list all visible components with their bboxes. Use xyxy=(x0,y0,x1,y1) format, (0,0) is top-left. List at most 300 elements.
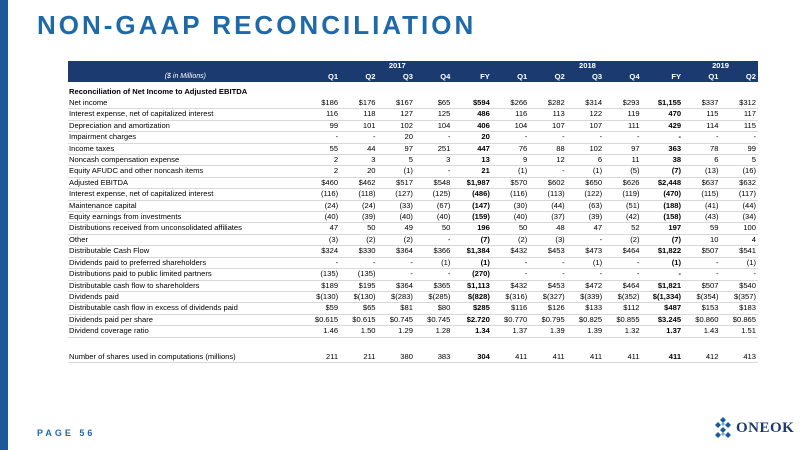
table-cell: (2) xyxy=(378,234,415,245)
table-row xyxy=(68,200,758,211)
table-cell: 5 xyxy=(720,155,758,166)
table-cell: $0.745 xyxy=(378,314,415,325)
table-cell: 117 xyxy=(720,109,758,120)
table-cell: $462 xyxy=(340,177,377,188)
table-cell: $594 xyxy=(452,98,491,109)
table-cell: (37) xyxy=(529,212,566,223)
table-cell: 411 xyxy=(604,352,641,363)
table-cell: - xyxy=(303,132,340,143)
table-cell: (44) xyxy=(529,200,566,211)
table-cell: 1.28 xyxy=(415,326,452,337)
table-cell: $0.745 xyxy=(415,314,452,325)
table-cell: $189 xyxy=(303,280,340,291)
table-cell: $1,155 xyxy=(642,98,684,109)
table-cell: (135) xyxy=(340,269,377,280)
table-row xyxy=(68,109,758,120)
table-cell: $1,113 xyxy=(452,280,491,291)
table-row xyxy=(68,155,758,166)
table-cell: (40) xyxy=(415,212,452,223)
table-cell: 6 xyxy=(683,155,720,166)
table-cell: 197 xyxy=(642,223,684,234)
row-label: Income taxes xyxy=(68,143,303,154)
table-cell: 380 xyxy=(378,352,415,363)
table-cell: 486 xyxy=(452,109,491,120)
table-cell: $176 xyxy=(340,98,377,109)
table-cell: - xyxy=(303,257,340,268)
table-cell: 122 xyxy=(567,109,604,120)
table-cell: $2.720 xyxy=(452,314,491,325)
table-cell: (7) xyxy=(642,234,684,245)
table-row xyxy=(68,166,758,177)
table-cell: 1.32 xyxy=(604,326,641,337)
table-cell: $1,987 xyxy=(452,177,491,188)
table-cell: 20 xyxy=(378,132,415,143)
row-label: Net income xyxy=(68,98,303,109)
row-label: Other xyxy=(68,234,303,245)
table-cell: (2) xyxy=(340,234,377,245)
table-cell: - xyxy=(683,257,720,268)
table-cell: 1.37 xyxy=(642,326,684,337)
row-label: Noncash compensation expense xyxy=(68,155,303,166)
table-cell: 76 xyxy=(492,143,529,154)
table-cell: - xyxy=(340,257,377,268)
table-cell: - xyxy=(604,269,641,280)
oneok-logo-mark-icon xyxy=(713,416,733,440)
table-cell: $650 xyxy=(567,177,604,188)
table-cell: $432 xyxy=(492,280,529,291)
table-cell: (51) xyxy=(604,200,641,211)
table-cell: (135) xyxy=(303,269,340,280)
table-row xyxy=(68,291,758,302)
row-label: Distributable Cash Flow xyxy=(68,246,303,257)
table-cell: $293 xyxy=(604,98,641,109)
table-cell: 20 xyxy=(340,166,377,177)
col-header: Q2 xyxy=(340,71,377,82)
row-label: Depreciation and amortization xyxy=(68,120,303,131)
table-cell: (116) xyxy=(492,189,529,200)
table-cell: (39) xyxy=(340,212,377,223)
table-cell: 383 xyxy=(415,352,452,363)
table-cell: (127) xyxy=(378,189,415,200)
table-cell: $487 xyxy=(642,303,684,314)
table-cell: - xyxy=(415,234,452,245)
table-cell: - xyxy=(415,132,452,143)
table-cell: $366 xyxy=(415,246,452,257)
table-cell: $(339) xyxy=(567,291,604,302)
table-cell: $0.615 xyxy=(303,314,340,325)
table-cell: $282 xyxy=(529,98,566,109)
table-cell: 38 xyxy=(642,155,684,166)
table-cell: $3.245 xyxy=(642,314,684,325)
table-cell: $364 xyxy=(378,246,415,257)
table-cell: 1.39 xyxy=(567,326,604,337)
table-cell: $0.855 xyxy=(604,314,641,325)
table-cell: $453 xyxy=(529,246,566,257)
table-cell: (1) xyxy=(378,166,415,177)
table-cell: $365 xyxy=(415,280,452,291)
table-cell: 3 xyxy=(415,155,452,166)
table-cell: $0.770 xyxy=(492,314,529,325)
table-cell: 412 xyxy=(683,352,720,363)
table-cell: (41) xyxy=(683,200,720,211)
table-cell: $153 xyxy=(683,303,720,314)
table-cell: - xyxy=(720,269,758,280)
table-row xyxy=(68,246,758,257)
table-cell: (113) xyxy=(529,189,566,200)
table-cell: (40) xyxy=(378,212,415,223)
table-cell: 21 xyxy=(452,166,491,177)
table-cell: $337 xyxy=(683,98,720,109)
table-cell: $1,821 xyxy=(642,280,684,291)
table-cell: $364 xyxy=(378,280,415,291)
table-cell: $186 xyxy=(303,98,340,109)
table-cell: - xyxy=(642,132,684,143)
table-cell: 12 xyxy=(529,155,566,166)
year-2019: 2019 xyxy=(683,61,758,71)
table-cell: - xyxy=(604,257,641,268)
table-cell: 104 xyxy=(492,120,529,131)
col-header: Q1 xyxy=(683,71,720,82)
table-cell: - xyxy=(378,269,415,280)
year-header-row xyxy=(68,61,758,71)
table-cell: (486) xyxy=(452,189,491,200)
table-cell: 1.34 xyxy=(452,326,491,337)
table-cell: $0.860 xyxy=(683,314,720,325)
table-cell: 97 xyxy=(604,143,641,154)
table-cell: 116 xyxy=(303,109,340,120)
table-cell: $330 xyxy=(340,246,377,257)
table-cell: $(130) xyxy=(303,291,340,302)
table-cell: 50 xyxy=(340,223,377,234)
table-cell: 363 xyxy=(642,143,684,154)
table-cell: $285 xyxy=(452,303,491,314)
unit-label: ($ in Millions) xyxy=(68,71,303,82)
table-cell: 107 xyxy=(567,120,604,131)
row-label: Dividend coverage ratio xyxy=(68,326,303,337)
table-cell: - xyxy=(529,166,566,177)
table-cell: $540 xyxy=(720,280,758,291)
table-cell: 1.51 xyxy=(720,326,758,337)
table-cell: 196 xyxy=(452,223,491,234)
table-cell: $570 xyxy=(492,177,529,188)
reconciliation-table-container xyxy=(68,61,758,363)
table-cell: $116 xyxy=(492,303,529,314)
table-cell: $59 xyxy=(303,303,340,314)
table-cell: (40) xyxy=(303,212,340,223)
reconciliation-table xyxy=(68,61,758,363)
table-cell: 2 xyxy=(303,166,340,177)
table-cell: 50 xyxy=(415,223,452,234)
table-cell: $460 xyxy=(303,177,340,188)
table-cell: $464 xyxy=(604,246,641,257)
section-title-row xyxy=(68,82,758,98)
table-cell: - xyxy=(415,269,452,280)
table-cell: (44) xyxy=(720,200,758,211)
table-cell: 3 xyxy=(340,155,377,166)
table-cell: $517 xyxy=(378,177,415,188)
table-cell: 118 xyxy=(340,109,377,120)
table-cell: (16) xyxy=(720,166,758,177)
table-cell: $473 xyxy=(567,246,604,257)
table-row xyxy=(68,132,758,143)
table-cell: - xyxy=(415,166,452,177)
table-cell: 50 xyxy=(492,223,529,234)
table-cell: 20 xyxy=(452,132,491,143)
table-cell: $80 xyxy=(415,303,452,314)
table-cell: (118) xyxy=(340,189,377,200)
table-cell: 97 xyxy=(378,143,415,154)
table-cell: 411 xyxy=(642,352,684,363)
table-cell: - xyxy=(567,269,604,280)
table-cell: (1) xyxy=(567,166,604,177)
table-cell: - xyxy=(567,132,604,143)
table-cell: 2 xyxy=(303,155,340,166)
table-cell: (24) xyxy=(340,200,377,211)
table-cell: (33) xyxy=(378,200,415,211)
table-cell: (116) xyxy=(303,189,340,200)
table-cell: 47 xyxy=(567,223,604,234)
table-cell: $(283) xyxy=(378,291,415,302)
table-cell: 52 xyxy=(604,223,641,234)
table-cell: - xyxy=(492,132,529,143)
table-row xyxy=(68,120,758,131)
table-cell: $(285) xyxy=(415,291,452,302)
table-cell: 6 xyxy=(567,155,604,166)
table-cell: (34) xyxy=(720,212,758,223)
table-cell: $472 xyxy=(567,280,604,291)
table-row xyxy=(68,352,758,363)
table-cell: 413 xyxy=(720,352,758,363)
table-cell: (470) xyxy=(642,189,684,200)
table-cell: (1) xyxy=(642,257,684,268)
table-cell: $507 xyxy=(683,246,720,257)
table-cell: - xyxy=(683,132,720,143)
table-cell: (13) xyxy=(683,166,720,177)
col-header: FY xyxy=(452,71,491,82)
spacer-row xyxy=(68,337,758,352)
row-label: Distributions received from unconsolidated affiliates xyxy=(68,223,303,234)
table-cell: (147) xyxy=(452,200,491,211)
table-cell: 78 xyxy=(683,143,720,154)
table-cell: 99 xyxy=(303,120,340,131)
table-cell: (188) xyxy=(642,200,684,211)
left-accent-bar xyxy=(0,0,8,450)
table-cell: - xyxy=(492,269,529,280)
table-cell: 211 xyxy=(340,352,377,363)
col-header: Q4 xyxy=(415,71,452,82)
col-header: Q4 xyxy=(604,71,641,82)
table-cell: $314 xyxy=(567,98,604,109)
table-cell: 127 xyxy=(378,109,415,120)
table-cell: - xyxy=(529,269,566,280)
table-cell: $507 xyxy=(683,280,720,291)
row-label: Distributable cash flow in excess of dividends paid xyxy=(68,303,303,314)
col-header: FY xyxy=(642,71,684,82)
row-label: Impairment charges xyxy=(68,132,303,143)
table-cell: 115 xyxy=(720,120,758,131)
table-cell: $(316) xyxy=(492,291,529,302)
table-cell: $324 xyxy=(303,246,340,257)
table-cell: 13 xyxy=(452,155,491,166)
table-cell: (39) xyxy=(567,212,604,223)
table-row xyxy=(68,189,758,200)
table-cell: $126 xyxy=(529,303,566,314)
table-cell: 1.43 xyxy=(683,326,720,337)
table-cell: $432 xyxy=(492,246,529,257)
oneok-logo-text: ONEOK xyxy=(736,419,795,436)
row-label: Number of shares used in computations (millions) xyxy=(68,352,303,363)
table-cell: - xyxy=(529,257,566,268)
table-cell: - xyxy=(567,234,604,245)
table-cell: 125 xyxy=(415,109,452,120)
table-cell: 111 xyxy=(604,120,641,131)
row-label: Maintenance capital xyxy=(68,200,303,211)
table-row xyxy=(68,143,758,154)
table-row xyxy=(68,223,758,234)
table-cell: $1,384 xyxy=(452,246,491,257)
table-row xyxy=(68,177,758,188)
table-cell: 88 xyxy=(529,143,566,154)
table-cell: $65 xyxy=(340,303,377,314)
table-cell: $0.825 xyxy=(567,314,604,325)
table-cell: 1.37 xyxy=(492,326,529,337)
table-cell: 470 xyxy=(642,109,684,120)
table-cell: (119) xyxy=(604,189,641,200)
table-cell: (7) xyxy=(642,166,684,177)
row-label: Dividends paid per share xyxy=(68,314,303,325)
table-row xyxy=(68,280,758,291)
table-cell: 104 xyxy=(415,120,452,131)
table-cell: $602 xyxy=(529,177,566,188)
table-cell: 119 xyxy=(604,109,641,120)
table-cell: $548 xyxy=(415,177,452,188)
table-cell: 10 xyxy=(683,234,720,245)
table-cell: (115) xyxy=(683,189,720,200)
table-cell: $626 xyxy=(604,177,641,188)
row-label: Equity AFUDC and other noncash items xyxy=(68,166,303,177)
table-cell: (40) xyxy=(492,212,529,223)
table-cell: $(1,334) xyxy=(642,291,684,302)
table-cell: 447 xyxy=(452,143,491,154)
row-label: Distributable cash flow to shareholders xyxy=(68,280,303,291)
table-row xyxy=(68,257,758,268)
row-label: Equity earnings from investments xyxy=(68,212,303,223)
col-header: Q3 xyxy=(567,71,604,82)
table-cell: (63) xyxy=(567,200,604,211)
col-header: Q2 xyxy=(529,71,566,82)
table-cell: (125) xyxy=(415,189,452,200)
table-cell: (5) xyxy=(604,166,641,177)
year-2017: 2017 xyxy=(303,61,492,71)
table-cell: - xyxy=(604,132,641,143)
table-cell: $637 xyxy=(683,177,720,188)
table-cell: (42) xyxy=(604,212,641,223)
table-cell: (43) xyxy=(683,212,720,223)
table-cell: 411 xyxy=(567,352,604,363)
table-cell: 115 xyxy=(683,109,720,120)
table-cell: $(354) xyxy=(683,291,720,302)
table-cell: 5 xyxy=(378,155,415,166)
table-row xyxy=(68,234,758,245)
table-cell: (122) xyxy=(567,189,604,200)
table-cell: $2,448 xyxy=(642,177,684,188)
table-cell: 114 xyxy=(683,120,720,131)
table-cell: $312 xyxy=(720,98,758,109)
table-cell: - xyxy=(529,132,566,143)
table-cell: $541 xyxy=(720,246,758,257)
table-cell: $65 xyxy=(415,98,452,109)
table-row xyxy=(68,303,758,314)
table-cell: (2) xyxy=(604,234,641,245)
table-cell: $(357) xyxy=(720,291,758,302)
col-header: Q3 xyxy=(378,71,415,82)
table-cell: 429 xyxy=(642,120,684,131)
col-header: Q2 xyxy=(720,71,758,82)
table-cell: (159) xyxy=(452,212,491,223)
col-header: Q1 xyxy=(492,71,529,82)
oneok-logo xyxy=(713,416,794,440)
page-title: NON-GAAP RECONCILIATION xyxy=(37,10,477,40)
table-cell: 102 xyxy=(378,120,415,131)
table-cell: $133 xyxy=(567,303,604,314)
table-cell: - xyxy=(340,132,377,143)
row-label: Dividends paid to preferred shareholders xyxy=(68,257,303,268)
table-cell: 9 xyxy=(492,155,529,166)
table-cell: 116 xyxy=(492,109,529,120)
table-cell: $195 xyxy=(340,280,377,291)
table-cell: - xyxy=(378,257,415,268)
table-cell: $0.615 xyxy=(340,314,377,325)
table-cell: 11 xyxy=(604,155,641,166)
table-cell: 1.50 xyxy=(340,326,377,337)
table-cell: 4 xyxy=(720,234,758,245)
table-cell: (2) xyxy=(492,234,529,245)
table-row xyxy=(68,314,758,325)
table-cell: $1,822 xyxy=(642,246,684,257)
table-cell: $112 xyxy=(604,303,641,314)
table-cell: (67) xyxy=(415,200,452,211)
row-label: Adjusted EBITDA xyxy=(68,177,303,188)
table-cell: $(327) xyxy=(529,291,566,302)
table-cell: (1) xyxy=(415,257,452,268)
table-cell: $632 xyxy=(720,177,758,188)
table-cell: 113 xyxy=(529,109,566,120)
table-row xyxy=(68,326,758,337)
table-cell: 1.29 xyxy=(378,326,415,337)
table-cell: (3) xyxy=(529,234,566,245)
row-label: Distributions paid to public limited partners xyxy=(68,269,303,280)
table-cell: (1) xyxy=(452,257,491,268)
table-cell: 101 xyxy=(340,120,377,131)
table-cell: 59 xyxy=(683,223,720,234)
table-cell: $0.865 xyxy=(720,314,758,325)
table-cell: (30) xyxy=(492,200,529,211)
table-cell: 1.39 xyxy=(529,326,566,337)
table-cell: 55 xyxy=(303,143,340,154)
table-cell: (3) xyxy=(303,234,340,245)
year-2018: 2018 xyxy=(492,61,683,71)
row-label: Interest expense, net of capitalized interest xyxy=(68,109,303,120)
table-cell: (1) xyxy=(492,166,529,177)
table-cell: (117) xyxy=(720,189,758,200)
table-cell: (158) xyxy=(642,212,684,223)
table-row xyxy=(68,212,758,223)
col-header: Q1 xyxy=(303,71,340,82)
row-label: Dividends paid xyxy=(68,291,303,302)
table-cell: (7) xyxy=(452,234,491,245)
row-label: Interest expense, net of capitalized interest xyxy=(68,189,303,200)
table-cell: 406 xyxy=(452,120,491,131)
